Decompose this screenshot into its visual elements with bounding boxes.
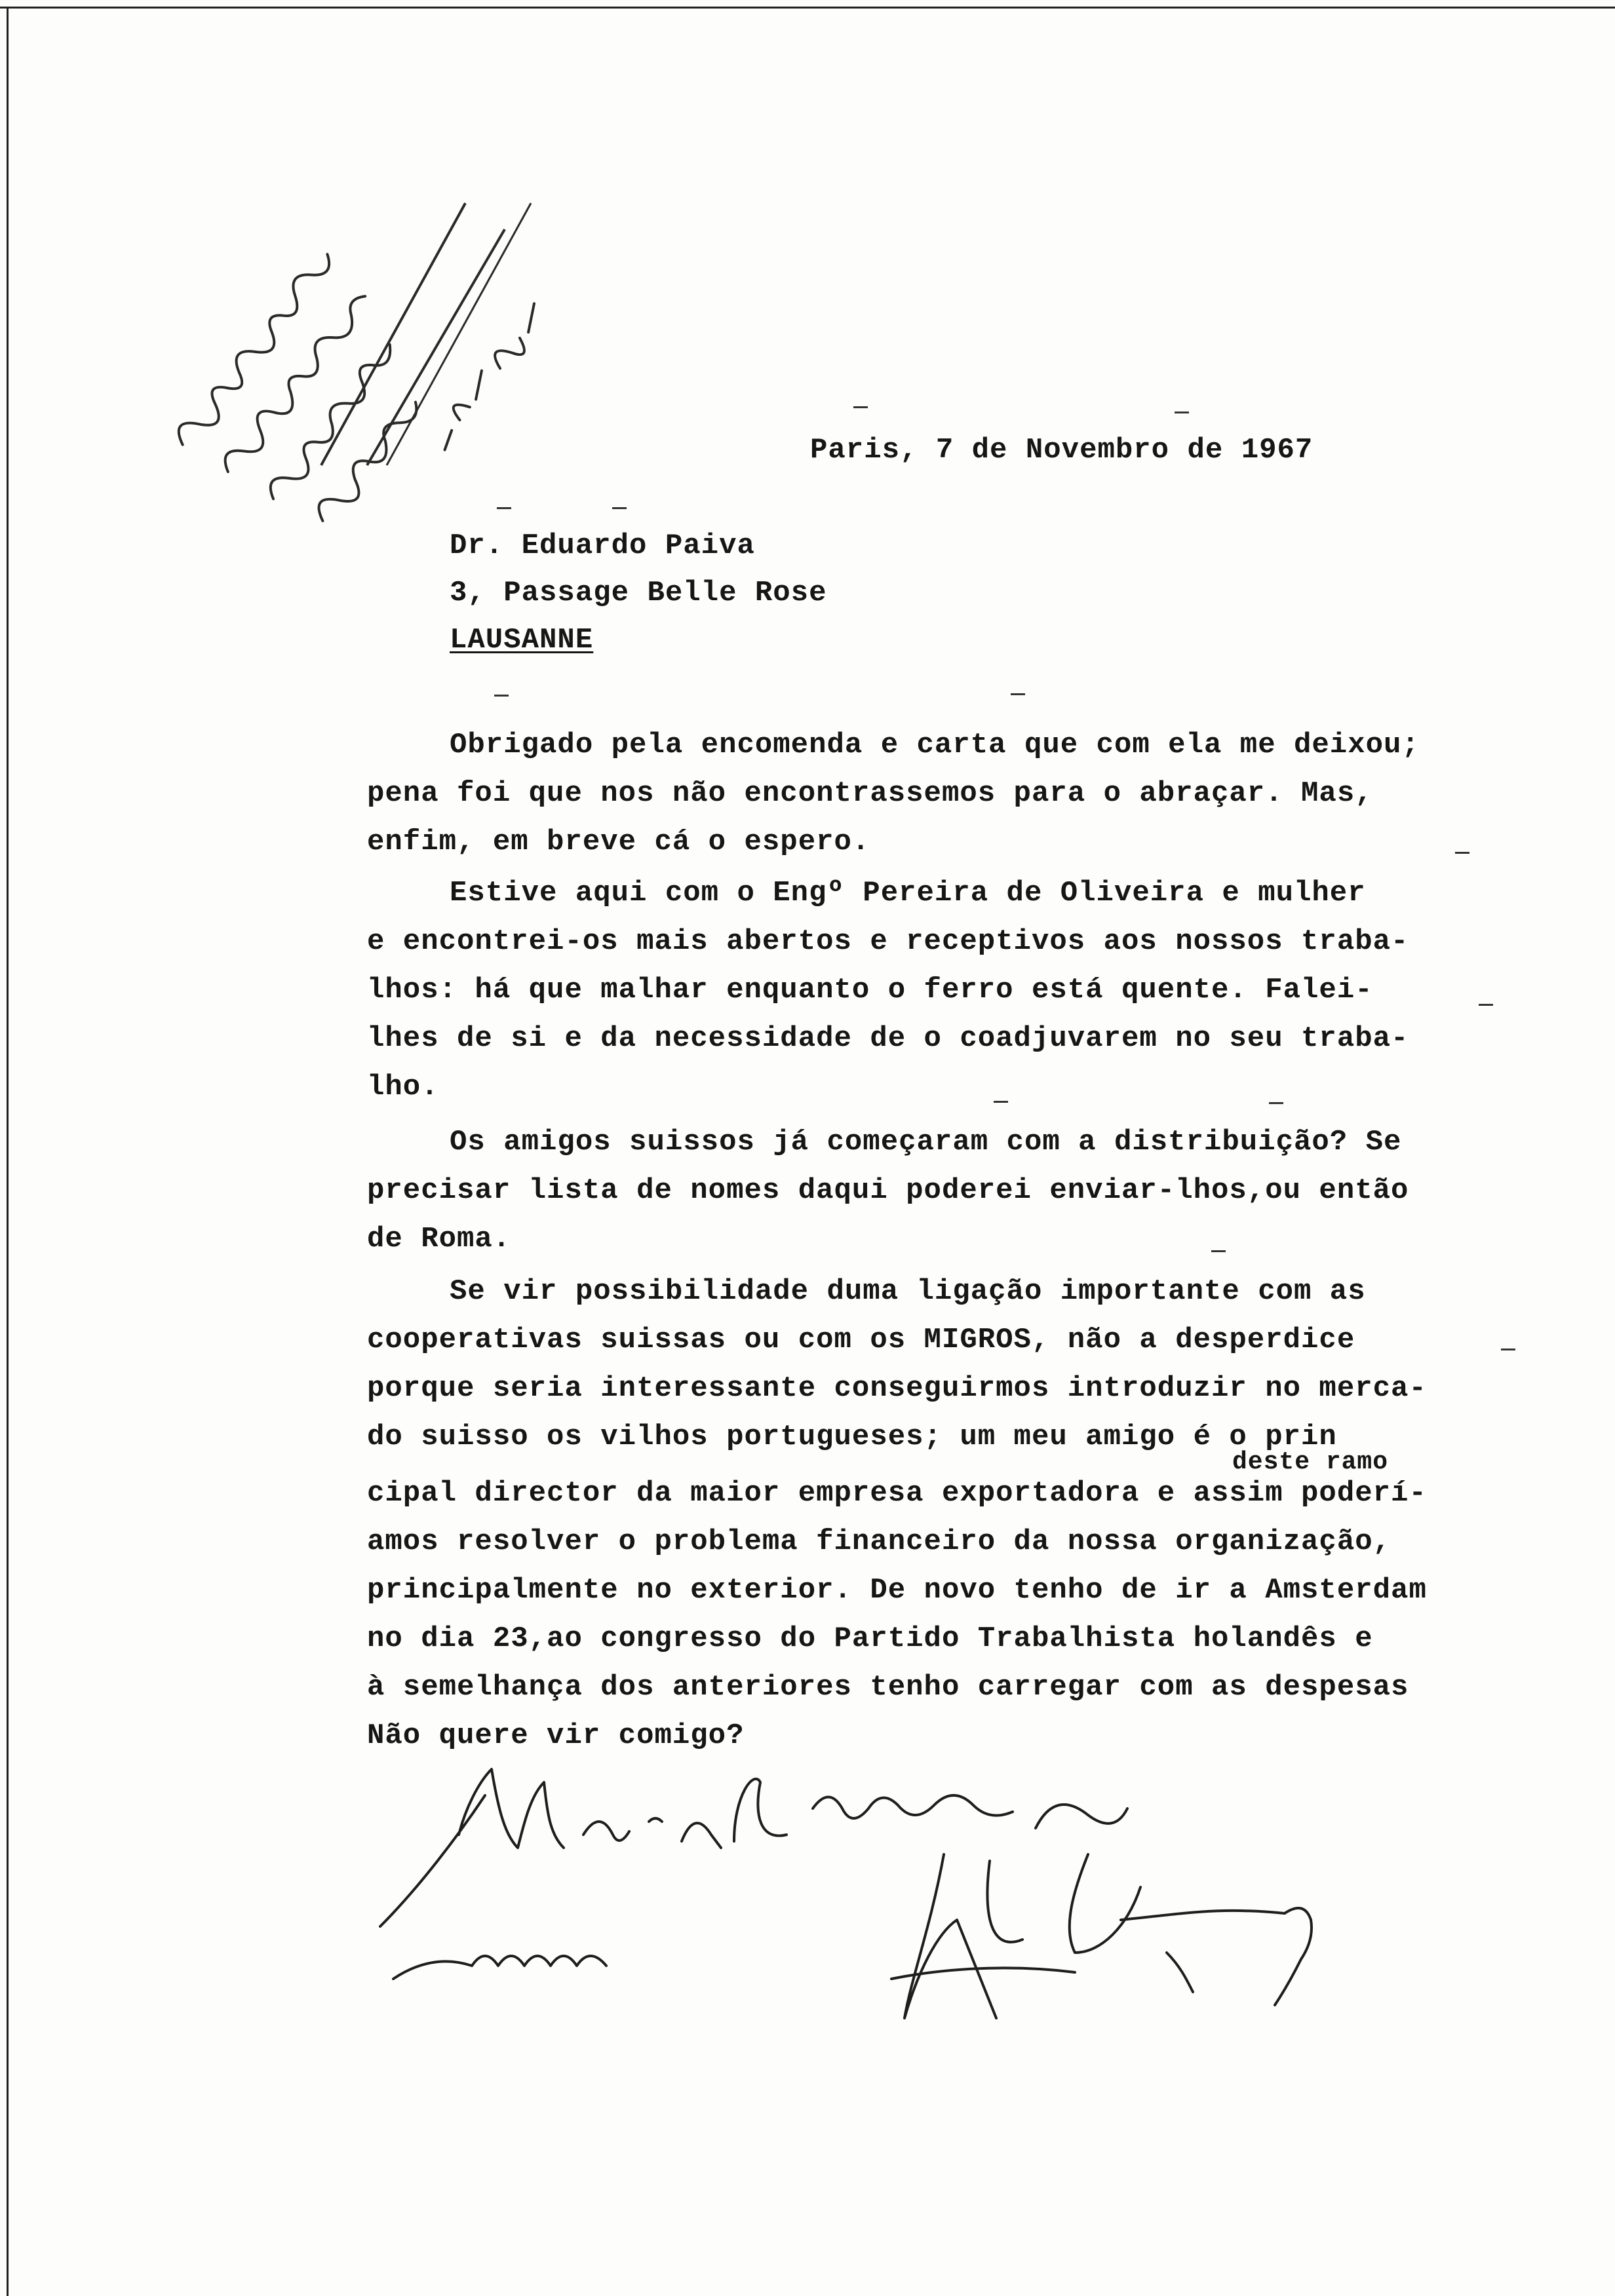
body-line: lhos: há que malhar enquanto o ferro está quente. Falei- [367,974,1373,1006]
stray-mark [994,1101,1008,1103]
body-line: cooperativas suissas ou com os MIGROS, não a desperdice [367,1324,1355,1356]
body-line: Estive aqui com o Engº Pereira de Oliveira e mulher [450,877,1366,909]
body-line: lho. [367,1071,439,1103]
stray-mark [1211,1250,1226,1252]
stray-mark [1501,1349,1515,1350]
body-line: Obrigado pela encomenda e carta que com ela me deixou; [450,729,1420,761]
body-line: amos resolver o problema financeiro da nossa organização, [367,1525,1391,1558]
body-line: do suisso os vilhos portugueses; um meu amigo é o prin [367,1421,1337,1453]
stray-mark [497,507,511,509]
recipient-city: LAUSANNE [450,624,594,657]
insertion-text: deste ramo [1232,1448,1389,1476]
stray-mark [1455,852,1469,854]
body-line: no dia 23,ao congresso do Partido Trabalhista holandês e [367,1622,1373,1655]
body-line: principalmente no exterior. De novo tenho de ir a Amsterdam [367,1574,1427,1607]
handwritten-annotation [125,98,662,557]
body-line: enfim, em breve cá o espero. [367,826,870,858]
body-line: precisar lista de nomes daqui poderei enviar-lhos,ou então [367,1174,1409,1207]
recipient-name: Dr. Eduardo Paiva [450,529,755,562]
stray-mark [494,695,509,697]
body-line: lhes de si e da necessidade de o coadjuvarem no seu traba- [367,1022,1409,1055]
stray-mark [853,406,868,408]
body-line: Não quere vir comigo? [367,1719,745,1752]
body-line: cipal director da maior empresa exportadora e assim poderí- [367,1477,1427,1510]
body-line: Se vir possibilidade duma ligação importante com as [450,1275,1366,1308]
body-line: pena foi que nos não encontrassemos para o abraçar. Mas, [367,777,1373,810]
recipient-street: 3, Passage Belle Rose [450,577,827,609]
handwritten-signature [367,1756,1481,2057]
stray-mark [1269,1102,1283,1104]
page-edge-top [0,7,1615,9]
page-edge-left [7,7,9,2296]
letter-date: Paris, 7 de Novembro de 1967 [810,434,1313,467]
body-line: à semelhança dos anteriores tenho carregar com as despesas [367,1671,1409,1704]
body-line: porque seria interessante conseguirmos introduzir no merca- [367,1372,1427,1405]
stray-mark [1175,411,1189,413]
stray-mark [612,507,627,509]
stray-mark [1479,1004,1493,1006]
body-line: e encontrei-os mais abertos e receptivos aos nossos traba- [367,925,1409,958]
body-line: Os amigos suissos já começaram com a distribuição? Se [450,1126,1402,1158]
body-line: de Roma. [367,1223,511,1255]
stray-mark [1011,693,1025,695]
